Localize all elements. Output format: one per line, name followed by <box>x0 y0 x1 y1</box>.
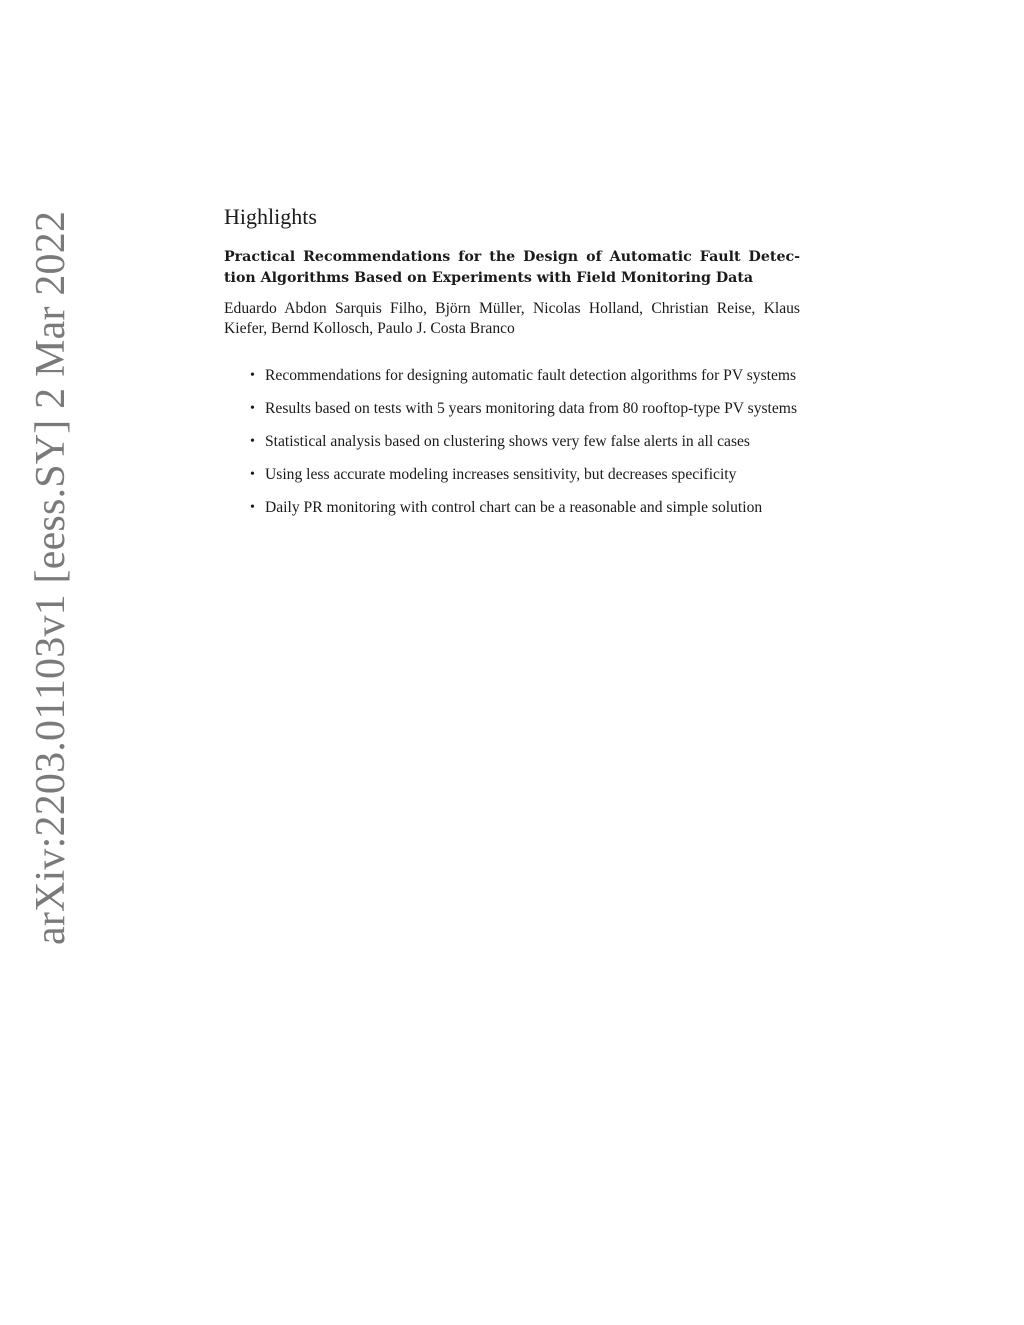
highlight-text: Recommendations for designing automatic fault detection algorithms for PV systems <box>265 367 797 385</box>
highlight-text: Daily PR monitoring with control chart can be a reasonable and simple solution <box>265 499 763 517</box>
highlight-item <box>250 465 800 485</box>
paper-title: Practical Recommendations for the Design of Automatic Fault Detection Algorithms Based on Experiments with Field Monitoring Data <box>224 249 800 287</box>
highlight-item <box>250 399 800 419</box>
highlight-item <box>250 432 800 452</box>
highlights-page <box>224 204 800 531</box>
highlight-text: Using less accurate modeling increases sensitivity, but decreases specificity <box>265 466 737 484</box>
highlight-item <box>250 366 800 386</box>
highlight-text: Results based on tests with 5 years monitoring data from 80 rooftop-type PV systems <box>265 400 798 418</box>
bullet-icon: • <box>250 434 255 450</box>
section-heading: Highlights <box>224 204 317 229</box>
author-list: Eduardo Abdon Sarquis Filho, Björn Müller, Nicolas Holland, Christian Reise, Klaus Kiefer, Bernd Kollosch, Paulo J. Costa Branco <box>224 300 800 338</box>
bullet-icon: • <box>250 500 255 516</box>
arxiv-identifier: arXiv:2203.01103v1 [eess.SY] 2 Mar 2022 <box>28 210 74 945</box>
bullet-icon: • <box>250 368 255 384</box>
highlight-item <box>250 498 800 518</box>
bullet-icon: • <box>250 401 255 417</box>
bullet-icon: • <box>250 467 255 483</box>
highlights-list <box>224 366 800 518</box>
highlight-text: Statistical analysis based on clustering shows very few false alerts in all cases <box>265 433 751 451</box>
